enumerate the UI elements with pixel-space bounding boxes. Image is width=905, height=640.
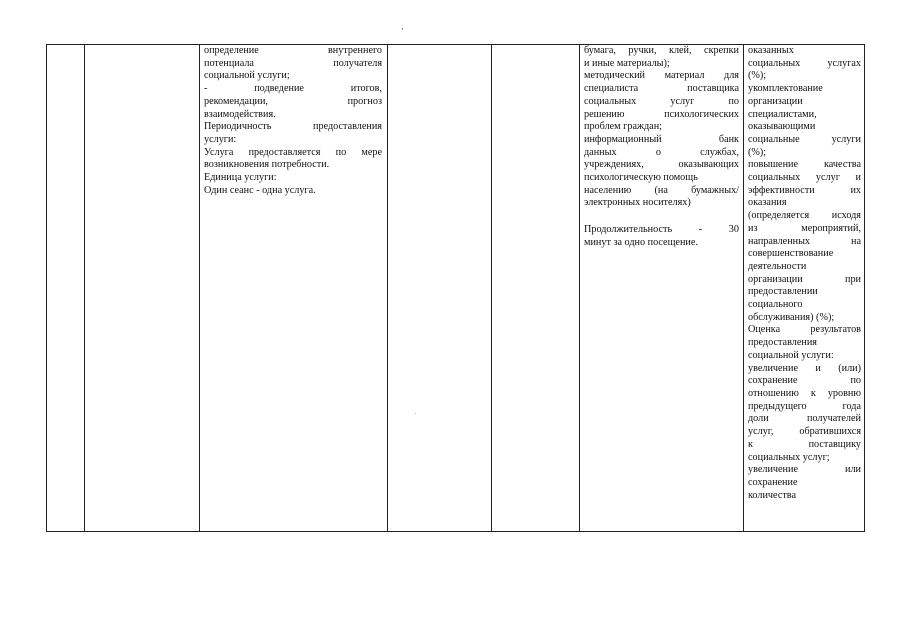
text-line: сохранение bbox=[748, 476, 798, 488]
text-line: предоставлении bbox=[748, 286, 818, 298]
text-line: - подведение итогов, bbox=[204, 83, 382, 95]
text-line: (%); bbox=[748, 146, 767, 158]
text-line: деятельности bbox=[748, 260, 807, 272]
column-border bbox=[387, 44, 388, 532]
column-border bbox=[84, 44, 85, 532]
service-description-cell bbox=[204, 45, 382, 197]
text-line: предоставления bbox=[748, 337, 817, 349]
text-line: оказанных bbox=[748, 45, 794, 56]
quality-indicators-cell bbox=[748, 45, 861, 502]
text-line: Услуга предоставляется по мере bbox=[204, 146, 382, 158]
text-line: обслуживания) (%); bbox=[748, 311, 835, 323]
text-line: укомплектование bbox=[748, 83, 823, 95]
text-line: информационный банк bbox=[584, 133, 739, 145]
text-line: социальной услуги: bbox=[748, 349, 834, 361]
text-line: доли получателей bbox=[748, 413, 861, 425]
text-line: сохранение по bbox=[748, 375, 861, 387]
text-line: социальные услуги bbox=[748, 133, 861, 145]
text-line: определение внутреннего bbox=[204, 45, 382, 56]
text-line: (%); bbox=[748, 70, 767, 82]
scan-speck bbox=[415, 413, 416, 414]
text-line: Один сеанс - одна услуга. bbox=[204, 184, 316, 196]
column-border bbox=[491, 44, 492, 532]
text-line: социальных услуг; bbox=[748, 451, 830, 463]
text-line: количества bbox=[748, 489, 796, 501]
text-line bbox=[584, 210, 739, 224]
text-line: Периодичность предоставления bbox=[204, 121, 382, 133]
text-line: возникновения потребности. bbox=[204, 159, 330, 171]
text-line: увеличение или bbox=[748, 464, 861, 476]
text-line: оказывающими bbox=[748, 121, 816, 133]
text-line: эффективности их bbox=[748, 184, 861, 196]
text-line: специалиста поставщика bbox=[584, 83, 739, 95]
table-top-border bbox=[46, 44, 864, 45]
text-line: услуги: bbox=[204, 133, 237, 145]
text-line: психологическую помощь bbox=[584, 172, 698, 184]
column-border bbox=[199, 44, 200, 532]
text-line: учреждениях, оказывающих bbox=[584, 159, 739, 171]
text-line: направленных на bbox=[748, 235, 861, 247]
text-line: увеличение и (или) bbox=[748, 362, 861, 374]
text-line: предыдущего года bbox=[748, 400, 861, 412]
text-line: рекомендации, прогноз bbox=[204, 95, 382, 107]
text-line: и иные материалы); bbox=[584, 57, 670, 69]
column-border bbox=[579, 44, 580, 532]
text-line: населению (на бумажных/ bbox=[584, 184, 739, 196]
text-line: социальных услуг по bbox=[584, 95, 739, 107]
text-line: оказания bbox=[748, 197, 787, 209]
text-line: отношению к уровню bbox=[748, 387, 861, 399]
text-line: специалистами, bbox=[748, 108, 817, 120]
table-bottom-border bbox=[46, 531, 864, 532]
column-border bbox=[743, 44, 744, 532]
text-line: решению психологических bbox=[584, 108, 739, 120]
text-line: Оценка результатов bbox=[748, 324, 861, 336]
text-line: к поставщику bbox=[748, 438, 861, 450]
text-line: бумага, ручки, клей, скрепки bbox=[584, 45, 739, 56]
service-conditions-cell bbox=[584, 45, 739, 250]
text-line: электронных носителях) bbox=[584, 197, 691, 209]
text-line: проблем граждан; bbox=[584, 121, 662, 133]
text-line: социальных услуг и bbox=[748, 172, 861, 184]
scan-speck bbox=[402, 28, 403, 30]
text-line: повышение качества bbox=[748, 159, 861, 171]
text-line: социальных услугах bbox=[748, 57, 861, 69]
text-line: организации при bbox=[748, 273, 861, 285]
column-border bbox=[46, 44, 47, 532]
text-line: потенциала получателя bbox=[204, 57, 382, 69]
text-line: взаимодействия. bbox=[204, 108, 276, 120]
text-line: данных о службах, bbox=[584, 146, 739, 158]
text-line: социальной услуги; bbox=[204, 70, 290, 82]
text-line: услуг, обратившихся bbox=[748, 426, 861, 438]
text-line: социального bbox=[748, 299, 803, 311]
text-line: из мероприятий, bbox=[748, 222, 861, 234]
text-line: совершенствование bbox=[748, 248, 834, 260]
column-border bbox=[864, 44, 865, 532]
text-line: Единица услуги: bbox=[204, 172, 277, 184]
text-line: организации bbox=[748, 95, 803, 107]
text-line: методический материал для bbox=[584, 70, 739, 82]
text-line: минут за одно посещение. bbox=[584, 236, 698, 248]
text-line: (определяется исходя bbox=[748, 210, 861, 222]
text-line: Продолжительность - 30 bbox=[584, 224, 739, 236]
